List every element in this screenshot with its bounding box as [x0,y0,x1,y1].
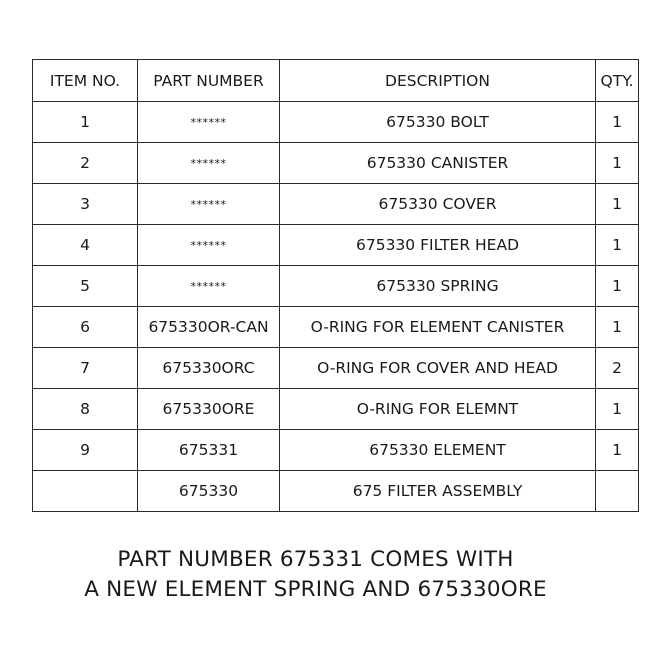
quantity-cell: 1 [596,389,639,430]
item-number-cell: 6 [33,307,138,348]
header-row [33,60,639,102]
description-cell: 675330 COVER [280,184,596,225]
table-row [33,389,639,430]
part-number-cell: ****** [138,266,280,307]
part-number-cell: 675331 [138,430,280,471]
header-qty: QTY. [596,60,639,102]
quantity-cell: 1 [596,225,639,266]
quantity-cell: 1 [596,102,639,143]
table-row-assembly [33,471,639,512]
table-row [33,430,639,471]
description-cell: 675 FILTER ASSEMBLY [280,471,596,512]
part-number-cell: ****** [138,102,280,143]
description-cell: 675330 SPRING [280,266,596,307]
table-row [33,184,639,225]
part-number-cell: 675330ORC [138,348,280,389]
table-header [33,60,639,102]
part-number-cell: ****** [138,143,280,184]
table-row [33,143,639,184]
table-row [33,102,639,143]
item-number-cell [33,471,138,512]
item-number-cell: 8 [33,389,138,430]
footnote-line-1: PART NUMBER 675331 COMES WITH [117,547,514,572]
quantity-cell [596,471,639,512]
quantity-cell: 1 [596,184,639,225]
part-number-cell: 675330ORE [138,389,280,430]
table-row [33,266,639,307]
footnote [0,545,631,605]
item-number-cell: 3 [33,184,138,225]
description-cell: O-RING FOR ELEMENT CANISTER [280,307,596,348]
description-cell: 675330 CANISTER [280,143,596,184]
table-row [33,307,639,348]
item-number-cell: 1 [33,102,138,143]
header-description: DESCRIPTION [280,60,596,102]
table-row [33,348,639,389]
header-item-no: ITEM NO. [33,60,138,102]
quantity-cell: 1 [596,307,639,348]
table-body [33,102,639,512]
parts-list-table [32,59,639,512]
part-number-cell: ****** [138,184,280,225]
item-number-cell: 2 [33,143,138,184]
footnote-line-2: A NEW ELEMENT SPRING AND 675330ORE [84,577,547,602]
header-part-number: PART NUMBER [138,60,280,102]
description-cell: O-RING FOR ELEMNT [280,389,596,430]
quantity-cell: 1 [596,143,639,184]
quantity-cell: 1 [596,266,639,307]
quantity-cell: 2 [596,348,639,389]
item-number-cell: 9 [33,430,138,471]
description-cell: 675330 FILTER HEAD [280,225,596,266]
quantity-cell: 1 [596,430,639,471]
item-number-cell: 7 [33,348,138,389]
description-cell: 675330 BOLT [280,102,596,143]
part-number-cell: 675330 [138,471,280,512]
part-number-cell: 675330OR-CAN [138,307,280,348]
item-number-cell: 5 [33,266,138,307]
item-number-cell: 4 [33,225,138,266]
description-cell: 675330 ELEMENT [280,430,596,471]
part-number-cell: ****** [138,225,280,266]
description-cell: O-RING FOR COVER AND HEAD [280,348,596,389]
table-row [33,225,639,266]
